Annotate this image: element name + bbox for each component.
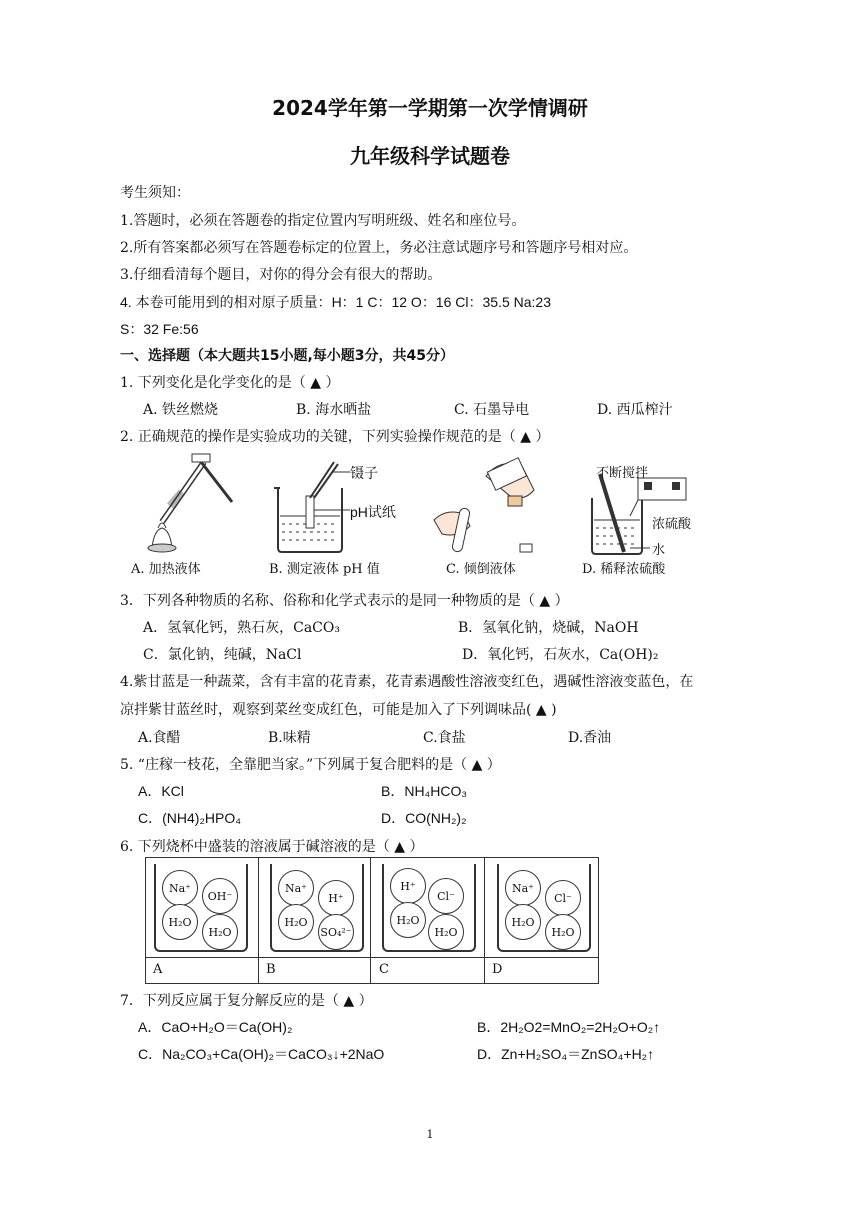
q5-option-c: C．(NH4)₂HPO₄	[138, 810, 241, 826]
tweezers-label: 镊子	[350, 466, 378, 482]
ion-circle: H₂O	[278, 904, 314, 940]
heating-liquid-figure	[140, 452, 250, 556]
page-number: 1	[426, 1128, 434, 1141]
q7-option-a: A．CaO+H₂O＝Ca(OH)₂	[138, 1019, 293, 1035]
q7-option-c: C．Na₂CO₃+Ca(OH)₂＝CaCO₃↓+2NaO	[138, 1046, 385, 1062]
pouring-liquid-figure	[430, 456, 540, 556]
beaker-label-b: B	[266, 962, 276, 977]
q4-option-b: B.味精	[268, 730, 311, 746]
ion-circle: OH⁻	[202, 878, 238, 914]
ion-circle: SO₄²⁻	[318, 914, 354, 950]
notice-item-atomic-mass-cont: S：32 Fe:56	[120, 321, 199, 337]
notice-item: 3.仔细看清每个题目，对你的得分会有很大的帮助。	[120, 267, 442, 283]
q2-caption-a: A. 加热液体	[131, 562, 201, 577]
ion-circle: H₂O	[390, 902, 426, 938]
ph-paper-label: pH试纸	[350, 504, 396, 520]
q5-stem: 5. “庄稼一枝花，全靠肥当家。”下列属于复合肥料的是（ ▲ ）	[120, 757, 501, 773]
ion-circle: H₂O	[428, 914, 464, 950]
ion-circle: H⁺	[318, 880, 354, 916]
q2-stem: 2. 正确规范的操作是实验成功的关键，下列实验操作规范的是（ ▲ ）	[120, 429, 550, 445]
ion-circle: Na⁺	[505, 870, 541, 906]
q1-option-d: D. 西瓜榨汁	[597, 402, 673, 418]
exam-title: 2024学年第一学期第一次学情调研	[272, 96, 588, 120]
ion-circle: H₂O	[505, 904, 541, 940]
ion-circle: H₂O	[545, 914, 581, 950]
notice-heading: 考生须知：	[120, 185, 190, 201]
ion-circle: Cl⁻	[545, 880, 581, 916]
notice-item-atomic-mass: 4. 本卷可能用到的相对原子质量：H：1 C：12 O：16 Cl：35.5 Na:23	[120, 294, 551, 310]
ion-circle: Cl⁻	[428, 878, 464, 914]
ph-test-figure	[270, 458, 350, 554]
q3-option-b: B．氢氧化钠，烧碱，NaOH	[458, 620, 639, 636]
exam-subtitle: 九年级科学试题卷	[350, 144, 510, 168]
q4-option-d: D.香油	[568, 730, 612, 746]
water-label: 水	[652, 543, 666, 558]
q4-option-c: C.食盐	[423, 730, 466, 746]
ion-circle: Na⁺	[162, 870, 198, 906]
q6-stem: 6. 下列烧杯中盛装的溶液属于碱溶液的是（ ▲ ）	[120, 839, 424, 855]
q3-option-a: A．氢氧化钙，熟石灰，CaCO₃	[143, 620, 340, 636]
ion-circle: H₂O	[202, 914, 238, 950]
q4-option-a: A.食醋	[138, 730, 181, 746]
q7-stem: 7．下列反应属于复分解反应的是（ ▲ ）	[120, 993, 373, 1009]
q1-option-b: B. 海水晒盐	[296, 402, 372, 418]
q1-option-a: A. 铁丝燃烧	[143, 402, 219, 418]
q3-option-c: C．氯化钠，纯碱，NaCl	[143, 647, 302, 663]
beaker-label-d: D	[492, 962, 503, 977]
ion-circle: H₂O	[162, 904, 198, 940]
q5-option-d: D．CO(NH₂)₂	[381, 810, 467, 826]
ion-circle: H⁺	[390, 868, 426, 904]
q4-stem-line1: 4.紫甘蓝是一种蔬菜，含有丰富的花青素，花青素遇酸性溶液变红色，遇碱性溶液变蓝色，在	[120, 674, 694, 690]
q5-option-b: B．NH₄HCO₃	[381, 783, 468, 799]
notice-item: 1.答题时，必须在答题卷的指定位置内写明班级、姓名和座位号。	[120, 213, 526, 229]
q7-option-d: D．Zn+H₂SO₄＝ZnSO₄+H₂↑	[477, 1046, 655, 1062]
beaker-label-c: C	[379, 962, 389, 977]
q2-caption-c: C. 倾倒液体	[446, 562, 516, 577]
q7-option-b: B．2H₂O2=MnO₂=2H₂O+O₂↑	[477, 1019, 661, 1035]
q1-stem: 1. 下列变化是化学变化的是（ ▲ ）	[120, 375, 340, 391]
q3-option-d: D．氧化钙，石灰水，Ca(OH)₂	[462, 647, 659, 663]
notice-item: 2.所有答案都必须写在答题卷标定的位置上，务必注意试题序号和答题序号相对应。	[120, 240, 638, 256]
stir-label: 不断搅拌	[596, 466, 649, 481]
beaker-label-a: A	[153, 962, 163, 977]
q2-caption-b: B. 测定液体 pH 值	[269, 562, 380, 577]
q2-caption-d: D. 稀释浓硫酸	[582, 562, 666, 577]
q3-stem: 3．下列各种物质的名称、俗称和化学式表示的是同一种物质的是（ ▲ ）	[120, 593, 569, 609]
q5-option-a: A．KCl	[138, 783, 184, 799]
q1-option-c: C. 石墨导电	[454, 402, 530, 418]
q4-stem-line2: 凉拌紫甘蓝丝时，观察到菜丝变成红色，可能是加入了下列调味品( ▲ )	[120, 702, 557, 718]
ion-circle: Na⁺	[278, 870, 314, 906]
acid-label: 浓硫酸	[652, 517, 692, 532]
section-heading: 一、选择题（本大题共15小题,每小题3分，共45分）	[120, 348, 455, 364]
